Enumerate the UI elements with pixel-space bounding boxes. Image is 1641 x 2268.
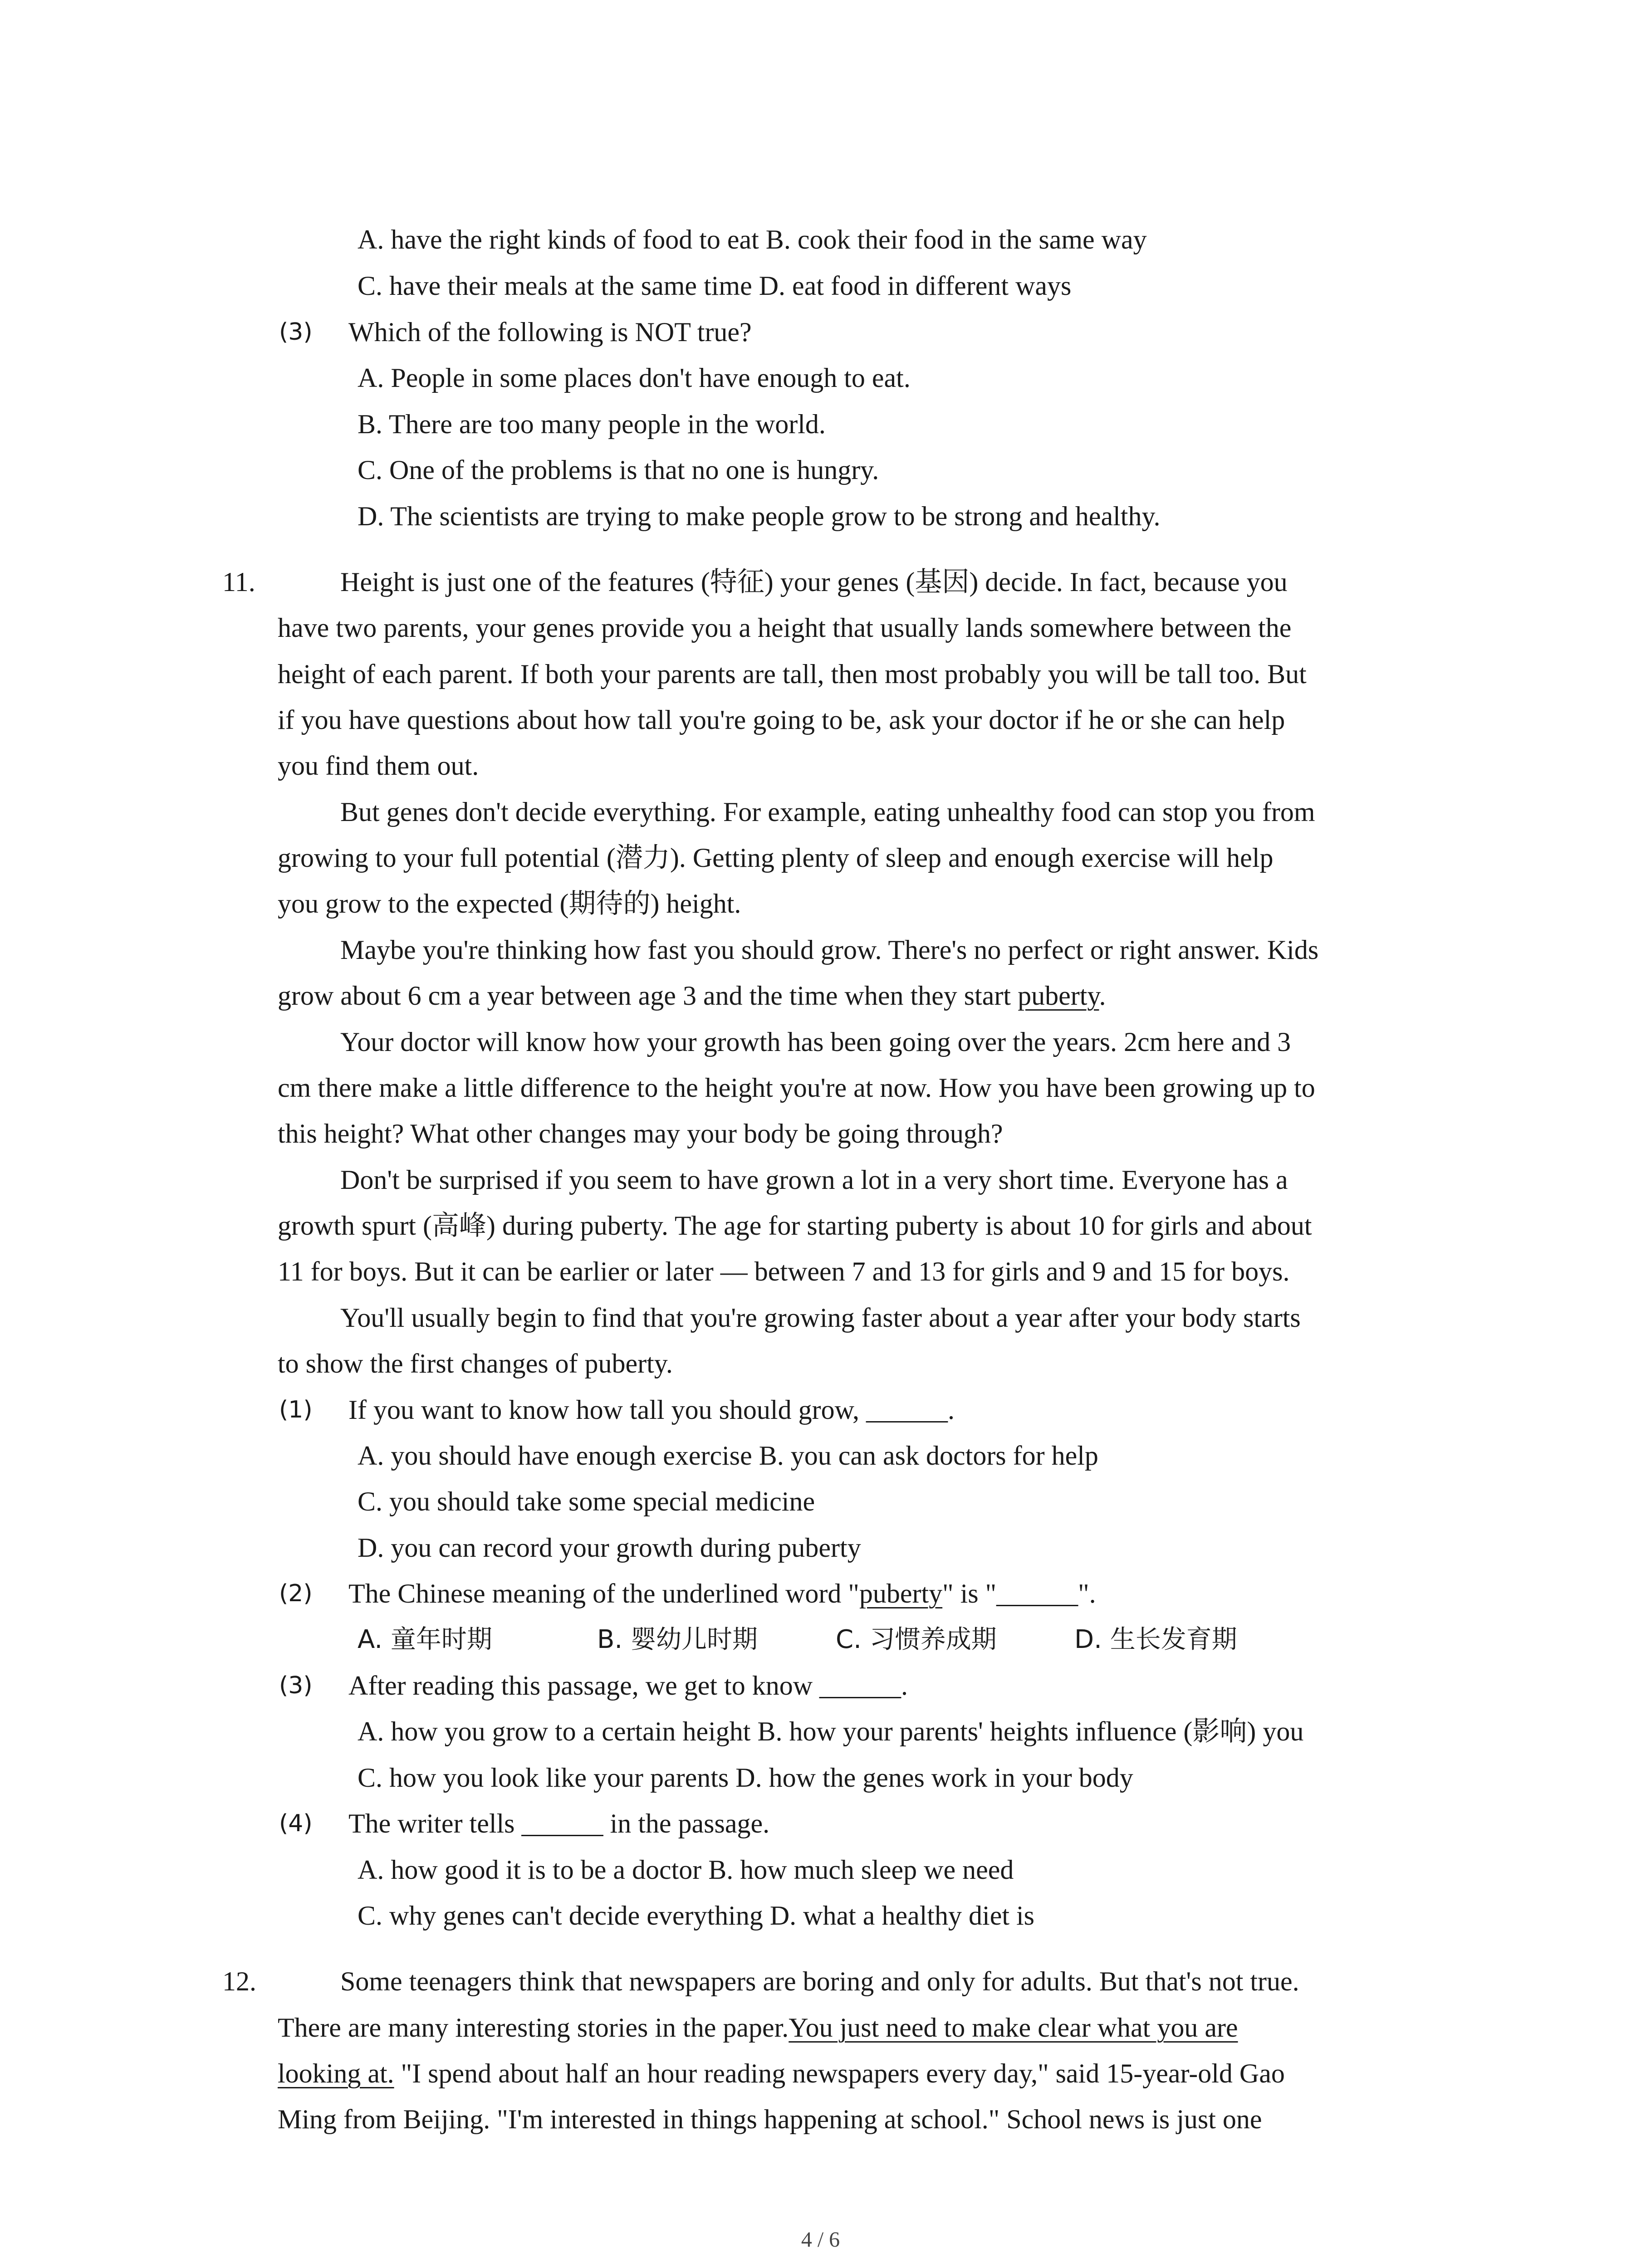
- q11-passage-line: to show the first changes of puberty.: [278, 1349, 673, 1378]
- q10-q3-option-d: D. The scientists are trying to make people grow to be strong and healthy.: [358, 501, 1161, 531]
- q11-q1-options-ab: A. you should have enough exercise B. you can ask doctors for help: [358, 1441, 1098, 1471]
- q11-q1-option-c: C. you should take some special medicine: [358, 1486, 815, 1516]
- q11-q2-stem-text: " is "______".: [942, 1579, 1096, 1608]
- q12-passage-line: [278, 2009, 1238, 2046]
- q11-passage-line: have two parents, your genes provide you a height that usually lands somewhere between the: [278, 613, 1292, 643]
- q11-q4-options-cd: C. why genes can't decide everything D. what a healthy diet is: [358, 1901, 1035, 1931]
- q11-q1-option-d: D. you can record your growth during puberty: [358, 1533, 861, 1563]
- q11-passage-line: you grow to the expected (期待的) height.: [278, 889, 741, 919]
- q11-passage-line: this height? What other changes may your body be going through?: [278, 1119, 1003, 1149]
- q11-passage-line: if you have questions about how tall you're going to be, ask your doctor if he or she can help: [278, 705, 1285, 735]
- q11-passage-line: You'll usually begin to find that you're growing faster about a year after your body starts: [340, 1303, 1301, 1333]
- q11-passage-line: 11 for boys. But it can be earlier or later — between 7 and 13 for girls and 9 and 15 for boys.: [278, 1256, 1290, 1286]
- q12-text: There are many interesting stories in the paper.: [278, 2013, 789, 2043]
- q11-q1-stem: If you want to know how tall you should grow, ______.: [348, 1395, 955, 1425]
- q11-q1-number: (1): [279, 1396, 313, 1423]
- q11-passage-line: Height is just one of the features (特征) your genes (基因) decide. In fact, because you: [340, 567, 1288, 597]
- q10-q3-option-a: A. People in some places don't have enough to eat.: [358, 363, 911, 393]
- q12-underlined-sentence: looking at.: [278, 2058, 394, 2088]
- q10-q3-stem: Which of the following is NOT true?: [348, 317, 752, 347]
- underlined-word-puberty: puberty: [1018, 981, 1099, 1011]
- q11-passage-line: growth spurt (高峰) during puberty. The age for starting puberty is about 10 for girls and about: [278, 1211, 1312, 1241]
- q12-number: 12.: [222, 1966, 256, 1996]
- q11-passage-line: But genes don't decide everything. For example, eating unhealthy food can stop you from: [340, 797, 1315, 827]
- q11-passage-text: grow about 6 cm a year between age 3 and the time when they start: [278, 981, 1018, 1011]
- q11-passage-line: Maybe you're thinking how fast you should grow. There's no perfect or right answer. Kids: [340, 935, 1319, 965]
- q10-q2-options-row2: C. have their meals at the same time D. eat food in different ways: [358, 271, 1072, 301]
- q12-passage-line: Some teenagers think that newspapers are boring and only for adults. But that's not true.: [340, 1966, 1299, 1996]
- q11-passage-line: Don't be surprised if you seem to have grown a lot in a very short time. Everyone has a: [340, 1165, 1288, 1195]
- q11-q2-option-c: C. 习惯养成期: [836, 1625, 997, 1654]
- q11-q3-options-ab: A. how you grow to a certain height B. how your parents' heights influence (影响) you: [358, 1716, 1304, 1746]
- q11-q2-stem-text: The Chinese meaning of the underlined word ": [348, 1579, 859, 1608]
- q10-q2-options-row1: A. have the right kinds of food to eat B. cook their food in the same way: [358, 225, 1147, 254]
- q10-q3-number: (3): [279, 318, 313, 346]
- q11-passage-line: Your doctor will know how your growth has been going over the years. 2cm here and 3: [340, 1027, 1291, 1057]
- period: .: [1099, 981, 1106, 1011]
- q11-q4-number: (4): [279, 1810, 313, 1837]
- underlined-word-puberty: puberty: [859, 1579, 943, 1608]
- q12-underlined-sentence: You just need to make clear what you are: [789, 2013, 1238, 2043]
- q11-passage-line: height of each parent. If both your parents are tall, then most probably you will be tall too. But: [278, 659, 1307, 689]
- q11-q2-option-b: B. 婴幼儿时期: [597, 1625, 758, 1654]
- q11-passage-line: cm there make a little difference to the height you're at now. How you have been growing up to: [278, 1073, 1315, 1103]
- q12-passage-line: Ming from Beijing. "I'm interested in things happening at school." School news is just one: [278, 2104, 1262, 2134]
- q11-q4-options-ab: A. how good it is to be a doctor B. how much sleep we need: [358, 1855, 1014, 1885]
- q11-q3-options-cd: C. how you look like your parents D. how the genes work in your body: [358, 1763, 1133, 1793]
- q11-q2-number: (2): [279, 1580, 313, 1607]
- q11-number: 11.: [222, 567, 255, 597]
- q11-q3-number: (3): [279, 1672, 313, 1699]
- q10-q3-option-b: B. There are too many people in the world.: [358, 409, 826, 439]
- q11-q4-stem: The writer tells ______ in the passage.: [348, 1809, 770, 1838]
- q11-q2-stem: [348, 1575, 1096, 1612]
- q11-q2-option-a: A. 童年时期: [358, 1625, 492, 1654]
- q11-q3-stem: After reading this passage, we get to know ______.: [348, 1671, 908, 1701]
- q12-text: "I spend about half an hour reading newspapers every day," said 15-year-old Gao: [394, 2058, 1285, 2088]
- q11-passage-line-puberty: [278, 978, 1106, 1014]
- page-number: 4 / 6: [801, 2228, 840, 2252]
- q11-passage-line: you find them out.: [278, 751, 479, 781]
- q11-q2-option-d: D. 生长发育期: [1074, 1625, 1237, 1654]
- q12-passage-line: [278, 2055, 1285, 2092]
- q10-q3-option-c: C. One of the problems is that no one is hungry.: [358, 455, 879, 485]
- q11-passage-line: growing to your full potential (潜力). Getting plenty of sleep and enough exercise will help: [278, 843, 1274, 873]
